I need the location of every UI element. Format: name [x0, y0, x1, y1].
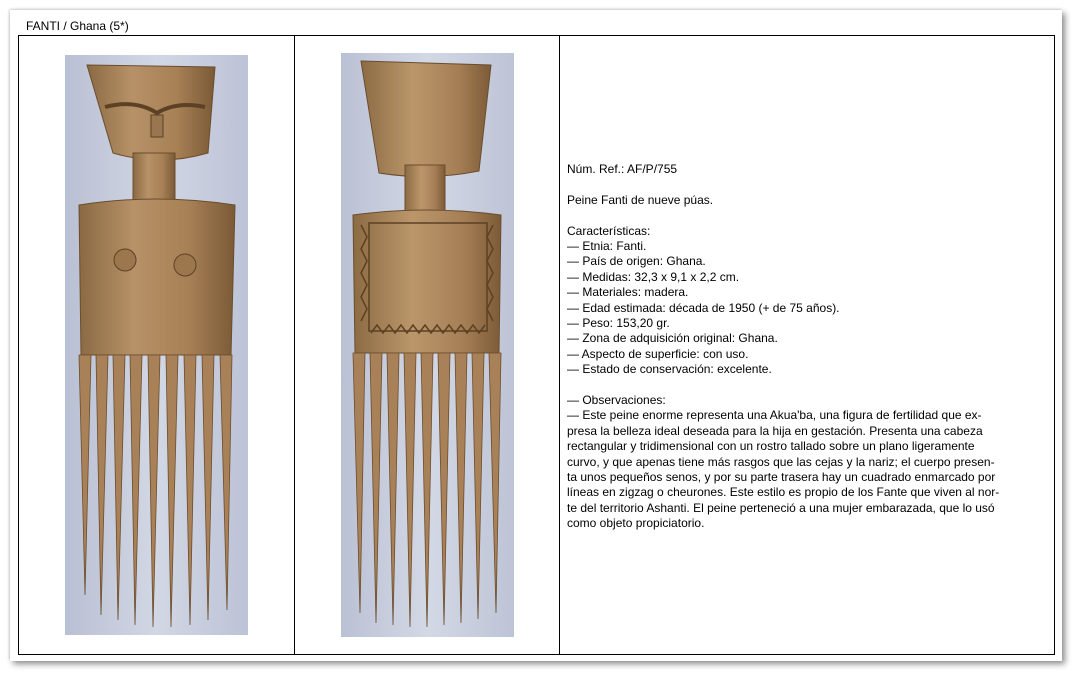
observation-line: ta unos pequeños senos, y por su parte trasera hay un cuadrado enmarcado por [567, 470, 996, 485]
observation-line: curvo, y que apenas tiene más rasgos que las cejas y la nariz; el cuerpo presen- [567, 454, 995, 469]
feature-item: — País de origen: Ghana. [567, 254, 706, 269]
column-divider-2 [559, 36, 560, 654]
page-heading: FANTI / Ghana (5*) [26, 19, 129, 33]
feature-item: — Etnia: Fanti. [567, 239, 647, 253]
observations-heading: — Observaciones: [567, 393, 666, 408]
feature-item: — Peso: 153,20 gr. [567, 316, 670, 331]
observation-line: — Este peine enorme representa una Akua'ba, una figura de fertilidad que ex- [567, 408, 982, 423]
observation-line: te del territorio Ashanti. El peine perteneció a una mujer embarazada, que lo usó [567, 500, 995, 515]
feature-item: — Aspecto de superficie: con uso. [567, 346, 749, 361]
observation-line: rectangular y tridimensional con un rostro tallado sobre un plano ligeramente [567, 439, 975, 454]
feature-item: — Medidas: 32,3 x 9,1 x 2,2 cm. [567, 269, 740, 284]
column-divider-1 [294, 36, 295, 654]
features-heading: Características: [567, 223, 651, 238]
feature-item: — Materiales: madera. [567, 285, 689, 300]
item-summary: Peine Fanti de nueve púas. [567, 192, 714, 207]
comb-back-photo [341, 53, 514, 637]
comb-front-photo [65, 55, 248, 635]
observation-line: presa la belleza ideal deseada para la hija en gestación. Presenta una cabeza [567, 423, 983, 438]
item-description [567, 162, 1037, 532]
observation-line: como objeto propiciatorio. [567, 516, 705, 531]
feature-item: — Zona de adquisición original: Ghana. [567, 331, 778, 346]
feature-item: — Edad estimada: década de 1950 (+ de 75 años). [567, 300, 840, 315]
observation-line: líneas en zigzag o cheurones. Este estilo es propio de los Fante que viven al nor- [567, 485, 1000, 500]
feature-item: — Estado de conservación: excelente. [567, 362, 772, 377]
reference-number: Núm. Ref.: AF/P/755 [567, 162, 678, 176]
